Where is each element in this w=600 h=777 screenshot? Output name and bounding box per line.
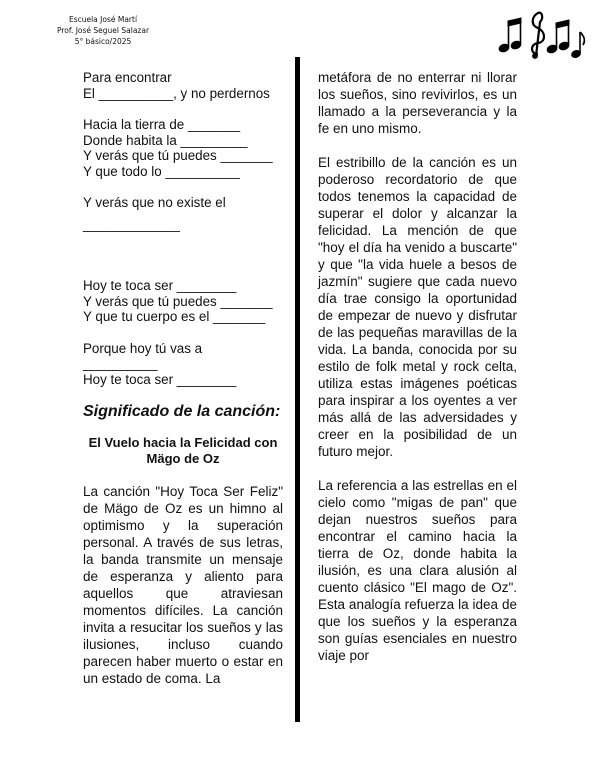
column-divider (295, 57, 300, 722)
grade-label: 5° básico/2025 (74, 37, 132, 46)
lyrics-stanza-4 (83, 278, 283, 325)
lyric-line: Donde habita la _________ (83, 132, 248, 148)
lyrics-stanza-5 (83, 341, 283, 388)
lyric-line: Hoy te toca ser ________ (83, 278, 237, 293)
lyrics-stanza-3 (83, 195, 283, 232)
meaning-paragraph-4: La referencia a las estrellas en el cielo como "migas de pan" que dejan nuestros sueños para encontrar el camino hacia la tierra de Oz, donde habita la ilusión, es una clara alusión al cuento clásico "El mago de Oz". Esta analogía refuerza la idea de que los sueños y la esperanza son guías esenciales en nuestro viaje por (318, 478, 517, 663)
lyric-line: Hacia la tierra de _______ (83, 117, 241, 132)
meaning-subtitle: El Vuelo hacia la Felicidad con Mägo de Oz (88, 435, 278, 466)
lyric-line: Y verás que no existe el (83, 195, 226, 210)
music-notes-icon (498, 8, 586, 60)
lyric-line: Y que tu cuerpo es el _______ (83, 309, 266, 324)
teacher-name: Prof. José Seguel Salazar (56, 26, 150, 35)
lyrics-stanza-2 (83, 117, 283, 179)
lyric-line: El __________, y no perdernos (83, 85, 270, 101)
meaning-title: Significado de la canción: (83, 403, 281, 420)
lyric-line: Para encontrar (83, 70, 172, 85)
lyric-line: Y verás que tú puedes _______ (83, 293, 273, 309)
lyric-line: Y que todo lo __________ (83, 163, 240, 179)
lyric-line: Y verás que tú puedes _______ (83, 148, 273, 163)
lyric-line: Hoy te toca ser ________ (83, 371, 237, 387)
right-column (318, 69, 517, 681)
meaning-paragraph-3: El estribillo de la canción es un poderoso recordatorio de que todos tenemos la capacidad de superar el dolor y alcanzar la felicidad. La mención de que "hoy el día ha venido a buscarte" y que "la vida huele a besos de jazmín" sugiere que cada nuevo día trae consigo la oportunidad de empezar de nuevo y disfrutar de las pequeñas maravillas de la vida. La banda, conocida por su estilo de folk metal y rock celta, utiliza estas imágenes poéticas para inspirar a los oyentes a ver más allá de las adversidades y creer en la posibilidad de un futuro mejor. (318, 155, 517, 459)
lyrics-section (83, 70, 283, 387)
lyric-line: _____________ (83, 216, 180, 232)
lyric-line: Porque hoy tú vas a (83, 340, 203, 356)
lyrics-stanza-1 (83, 70, 283, 101)
lyric-line: __________ (83, 356, 158, 371)
school-name: Escuela José Martí (68, 15, 138, 24)
header (44, 14, 162, 47)
meaning-paragraph-1: La canción "Hoy Toca Ser Feliz" de Mägo de Oz es un himno al optimismo y la superación personal. A través de sus letras, la banda transmite un mensaje de esperanza y aliento para aquellos que atraviesan momentos difíciles. La canción invita a resucitar los sueños y las ilusiones, incluso cuando parecen haber muerto o estar en un estado de coma. La (83, 484, 283, 686)
meaning-paragraph-2: metáfora de no enterrar ni llorar los sueños, sino revivirlos, es un llamado a la perseverancia y la fe en uno mismo. (318, 70, 517, 136)
